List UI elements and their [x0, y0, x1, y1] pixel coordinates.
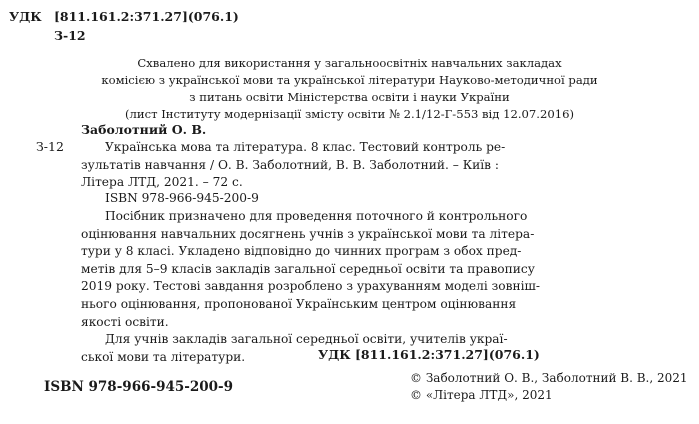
annotation-line: Для учнів закладів загальної середньої освіти, учителів украї- [105, 332, 508, 347]
annotation [81, 208, 540, 366]
cutter-number: З-12 [54, 28, 86, 43]
cutter-number-card: З-12 [36, 139, 64, 154]
approval-line: (лист Інституту модернізації змісту освіти № 2.1/12-Г-553 від 12.07.2016) [125, 107, 574, 121]
isbn-footer: ISBN 978-966-945-200-9 [44, 379, 234, 395]
biblio-line: Українська мова та література. 8 клас. Тестовий контроль ре- [105, 140, 506, 154]
copyright-line: © «Літера ЛТД», 2021 [410, 388, 553, 402]
annotation-line: 2019 року. Тестові завдання розроблено з урахуванням моделі зовніш- [81, 279, 540, 294]
annotation-line: тури у 8 класі. Укладено відповідно до чинних програм з обох пред- [81, 244, 522, 259]
approval-line: Схвалено для використання у загальноосвітніх навчальних закладах [137, 56, 562, 70]
annotation-line: нього оцінювання, пропонованої Українським центром оцінювання [81, 296, 517, 311]
copyright-line: © Заболотний О. В., Заболотний В. В., 2021 [410, 371, 688, 385]
udk-code: [811.161.2:371.27](076.1) [54, 9, 239, 24]
annotation-line: якості освіти. [81, 314, 169, 329]
annotation-line: метів для 5–9 класів закладів загальної середньої освіти та правопису [81, 261, 535, 276]
biblio-line: Літера ЛТД, 2021. – 72 с. [81, 175, 243, 189]
author-heading: Заболотний О. В. [81, 122, 207, 137]
approval-line: з питань освіти Міністерства освіти і науки України [189, 90, 510, 104]
udk-footer: УДК [811.161.2:371.27](076.1) [318, 347, 540, 362]
copyright-block [410, 370, 688, 404]
annotation-line: Посібник призначено для проведення поточного й контрольного [105, 209, 528, 223]
annotation-line: ської мови та літератури. [81, 349, 246, 364]
approval-statement [0, 55, 699, 123]
isbn-card: ISBN 978-966-945-200-9 [105, 191, 259, 205]
bibliographic-description [81, 139, 505, 192]
udk-label: УДК [9, 9, 42, 24]
biblio-line: зультатів навчання / О. В. Заболотний, В. В. Заболотний. – Київ : [81, 157, 500, 172]
annotation-line: оцінювання навчальних досягнень учнів з української мови та літера- [81, 226, 535, 241]
approval-line: комісією з української мови та української літератури Науково-методичної ради [101, 73, 598, 87]
